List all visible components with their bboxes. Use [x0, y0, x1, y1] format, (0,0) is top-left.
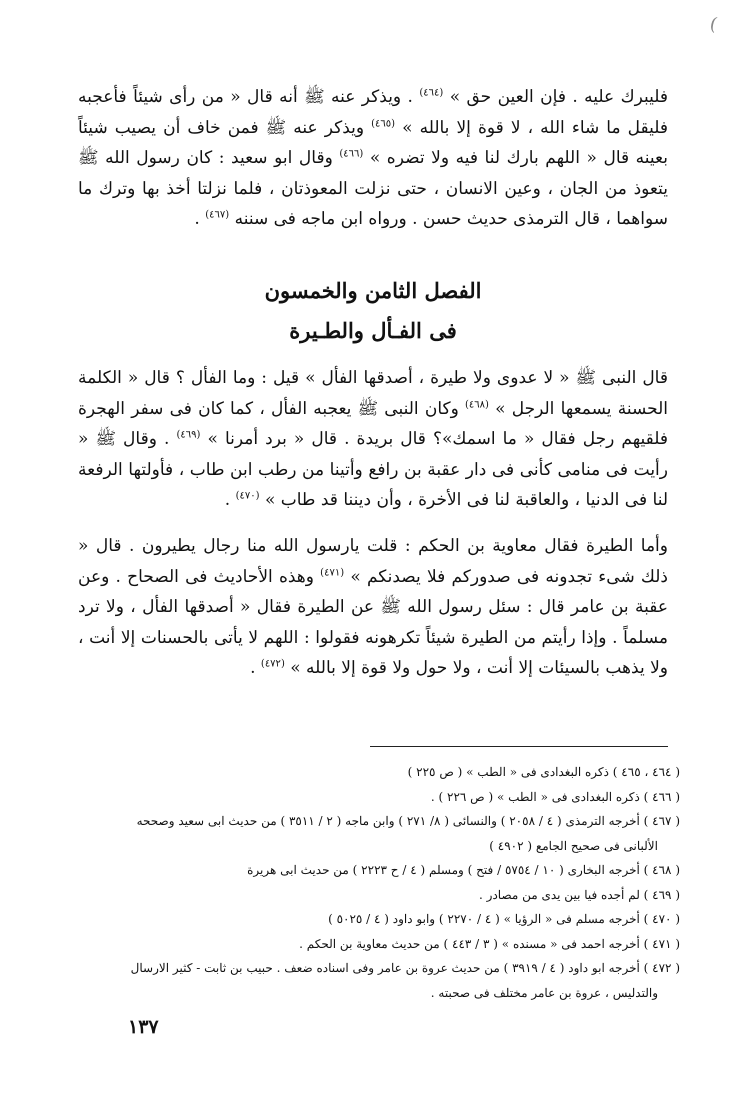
footnote-472: ( ٤٧٢ ) أخرجه ابو داود ( ٤ / ٣٩١٩ ) من حديث عروة بن عامر وفى اسناده ضعف . حبيب بن ثابت - كثير الارسال	[130, 961, 680, 975]
paragraph-1-text-5: .	[194, 209, 200, 229]
footnote-ref-468[interactable]: (٤٦٨)	[465, 398, 489, 410]
corner-mark: (	[707, 13, 720, 36]
paragraph-3-text-1: وأما الطيرة فقال معاوية بن الحكم : قلت يارسول الله منا رجال يطيرون . قال « ذلك شىء تجدونه فى صدوركم فلا يصدنكم »	[78, 536, 668, 587]
paragraph-1-text-3: ويذكر عنه ﷺ فمن خاف أن يصيب شيئاً بعينه قال « اللهم بارك لنا فيه ولا تضره »	[78, 117, 668, 168]
paragraph-2-text-3: . وقال ﷺ « رأيت فى منامى كأنى فى دار عقبة بن رافع وأتينا من رطب ابن طاب ، فأولتها الرفعة لنا فى الدنيا ، والعاقبة لنا فى الأخرة ، وأن ديننا قد طاب »	[78, 429, 668, 510]
footnote-472-continued: والتدليس ، عروة بن عامر مختلف فى صحبته .	[430, 985, 658, 1000]
chapter-heading: الفصل الثامن والخمسون	[264, 278, 482, 303]
footnote-ref-470[interactable]: (٤٧٠)	[235, 490, 260, 502]
footnote-470: ( ٤٧٠ ) أخرجه مسلم فى « الرؤيا » ( ٤ / ٢٢٧٠ ) وابو داود ( ٤ / ٥٠٢٥ )	[328, 912, 680, 926]
paragraph-2-text-2: وكان النبى ﷺ يعجبه الفأل ، كما كان فى سفر الهجرة فلقيهم رجل فقال « ما اسمك»؟ قال بريدة . قال « برد أمرنا »	[78, 398, 669, 449]
footnote-ref-471[interactable]: (٤٧١)	[320, 566, 345, 578]
footnote-468: ( ٤٦٨ ) أخرجه البخارى ( ١٠ / ٥٧٥٤ / فتح ) ومسلم ( ٤ / ح ٢٢٢٣ ) من حديث ابى هريرة	[247, 863, 680, 877]
footnote-ref-465[interactable]: (٤٦٥)	[371, 117, 396, 129]
footnote-467-continued: الألبانى فى صحيح الجامع ( ٤٩٠٢ )	[489, 838, 658, 853]
footnote-ref-466[interactable]: (٤٦٦)	[339, 148, 364, 160]
paragraph-2-text-4: .	[224, 490, 231, 510]
page-number: ١٣٧	[128, 1016, 159, 1038]
footnote-divider	[370, 746, 668, 747]
footnotes	[70, 760, 680, 1005]
paragraph-3-text-3: .	[250, 658, 256, 678]
footnote-ref-469[interactable]: (٤٦٩)	[176, 429, 201, 441]
paragraph-1-text-2: . ويذكر عنه ﷺ أنه قال « من رأى شيئاً فأعجبه فليقل ما شاء الله ، لا قوة إلا بالله »	[78, 87, 668, 138]
paragraph-3	[78, 531, 668, 684]
footnote-ref-467[interactable]: (٤٦٧)	[205, 209, 230, 221]
footnote-466: ( ٤٦٦ ) ذكره البغدادى فى « الطب » ( ص ٢٢٦ ) .	[430, 789, 680, 804]
paragraph-2	[78, 363, 668, 516]
footnote-469: ( ٤٦٩ ) لم أجده فيا بين يدى من مصادر .	[479, 887, 680, 902]
paragraph-1-text-4: وقال ابو سعيد : كان رسول الله ﷺ يتعوذ من الجان ، وعين الانسان ، حتى نزلت المعوذتان ، فلما نزلتا أخذ بها وترك ما سواهما ، قال الترمذى حديث حسن . ورواه ابن ماجه فى سننه	[78, 148, 668, 229]
footnote-ref-472[interactable]: (٤٧٢)	[260, 658, 285, 670]
chapter-subheading: فى الفـأل والطـيرة	[289, 318, 457, 343]
footnote-464-465: ( ٤٦٤ ، ٤٦٥ ) ذكره البغدادى فى « الطب » ( ص ٢٢٥ )	[407, 765, 680, 779]
paragraph-1-text-1: فليبرك عليه . فإن العين حق »	[449, 87, 668, 107]
footnote-471: ( ٤٧١ ) أخرجه احمد فى « مسنده » ( ٣ / ٤٤٣ ) من حديث معاوية بن الحكم .	[299, 936, 680, 951]
footnote-467: ( ٤٦٧ ) أخرجه الترمذى ( ٤ / ٢٠٥٨ ) والنسائى ( ٨/ ٢٧١ ) وابن ماجه ( ٢ / ٣٥١١ ) من حديث ابى سعيد وصححه	[136, 814, 680, 828]
paragraph-2-text-1: قال النبى ﷺ « لا عدوى ولا طيرة ، أصدقها الفأل » قيل : وما الفأل ؟ قال « الكلمة الحسنة يسمعها الرجل »	[78, 368, 669, 419]
paragraph-3-text-2: وهذه الأحاديث فى الصحاح . وعن عقبة بن عامر قال : سئل رسول الله ﷺ عن الطيرة فقال « أصدقها الفأل ، ولا ترد مسلماً . وإذا رأيتم من الطيرة شيئاً تكرهونه فقولوا : اللهم لا يأتى بالحسنات إلا أنت ، ولا يذهب بالسيئات إلا أنت ، ولا حول ولا قوة إلا بالله »	[78, 566, 668, 678]
paragraph-1	[78, 82, 668, 235]
footnote-ref-464[interactable]: (٤٦٤)	[419, 87, 444, 99]
